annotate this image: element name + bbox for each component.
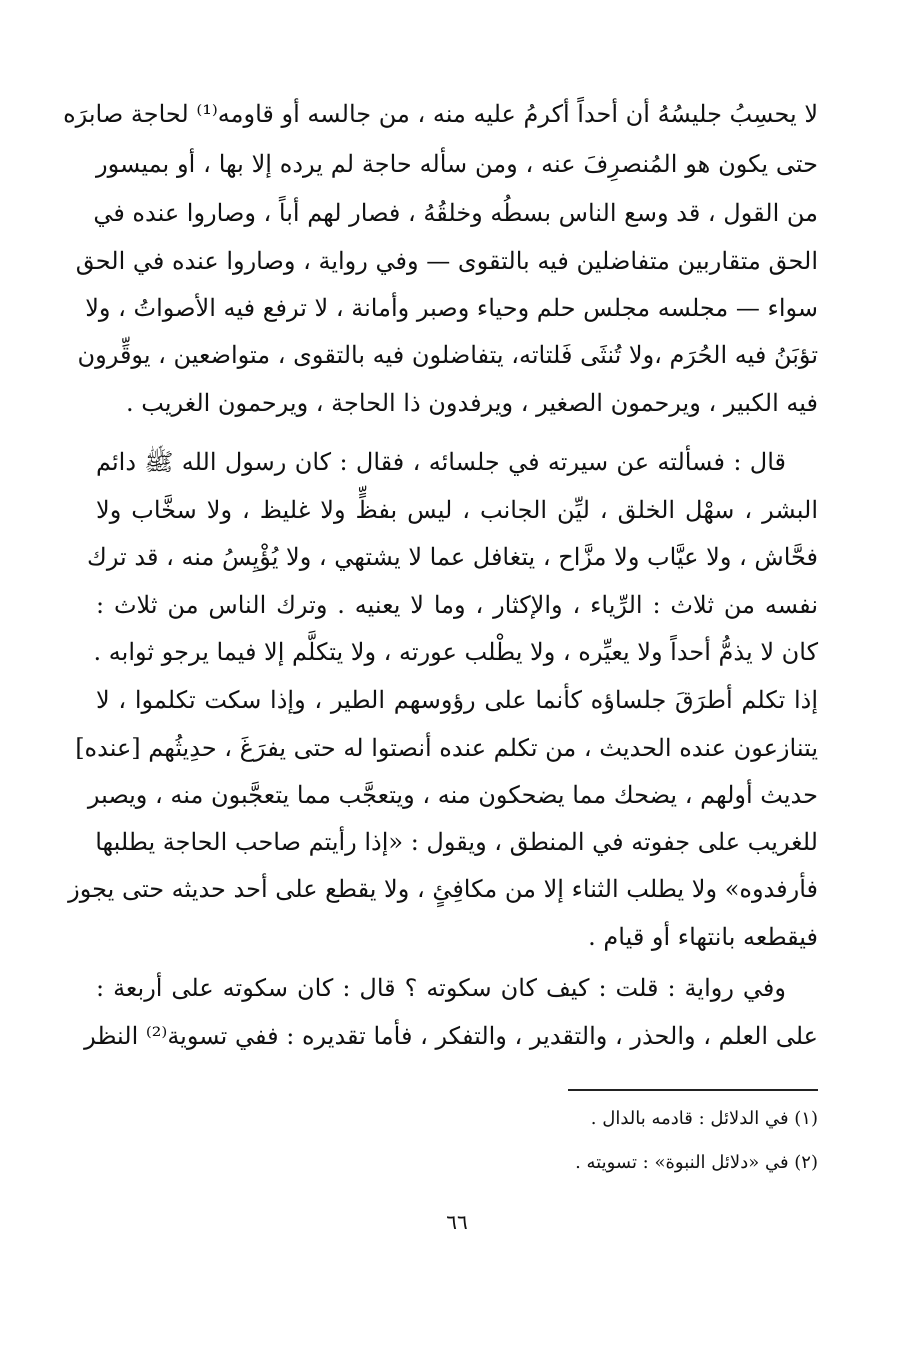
footnote: (٢) في «دلائل النبوة» : تسويته . xyxy=(575,1152,818,1173)
text-line: نفسه من ثلاث : الرِّياء ، والإكثار ، وما لا يعنيه . وترك الناس من ثلاث : xyxy=(96,591,818,619)
text-line: الحق متقاربين متفاضلين فيه بالتقوى — وفي رواية ، وصاروا عنده في الحق xyxy=(75,247,818,275)
text-line: فيه الكبير ، ويرحمون الصغير ، ويرفدون ذا الحاجة ، ويرحمون الغريب . xyxy=(126,389,818,417)
text-line: للغريب على جفوته في المنطق ، ويقول : «إذا رأيتم صاحب الحاجة يطلبها xyxy=(95,828,818,856)
text-line: فحَّاش ، ولا عيَّاب ولا مزَّاح ، يتغافل عما لا يشتهي ، ولا يُؤْيِسُ منه ، قد ترك xyxy=(87,543,818,571)
text-line: على العلم ، والحذر ، والتقدير ، والتفكر ، فأما تقديره : ففي تسوية⁽²⁾ النظر xyxy=(84,1022,818,1050)
text-line: كان لا يذمُّ أحداً ولا يعيِّره ، ولا يطْلب عورته ، ولا يتكلَّم إلا فيما يرجو ثوابه . xyxy=(93,638,818,666)
page-number: ٦٦ xyxy=(446,1210,468,1234)
text-line: فأرفدوه» ولا يطلب الثناء إلا من مكافِئٍ ، ولا يقطع على أحد حديثه حتى يجوز xyxy=(68,875,818,903)
text-line: فيقطعه بانتهاء أو قيام . xyxy=(588,923,818,951)
text-line: قال : فسألته عن سيرته في جلسائه ، فقال : كان رسول الله ﷺ دائم xyxy=(96,448,786,476)
footnote: (١) في الدلائل : قادمه بالدال . xyxy=(590,1108,818,1129)
text-line: البشر ، سهْل الخلق ، ليِّن الجانب ، ليس بفظٍّ ولا غليظ ، ولا سخَّاب ولا xyxy=(96,496,818,524)
text-line: حتى يكون هو المُنصرِفَ عنه ، ومن سأله حاجة لم يرده إلا بها ، أو بميسور xyxy=(96,150,818,178)
text-line: لا يحسِبُ جليسُهُ أن أحداً أكرمُ عليه منه ، من جالسه أو قاومه⁽¹⁾ لحاجة صابرَه xyxy=(63,100,818,128)
text-line: وفي رواية : قلت : كيف كان سكوته ؟ قال : كان سكوته على أربعة : xyxy=(96,974,786,1002)
footnote-divider xyxy=(568,1089,818,1091)
text-line: يتنازعون عنده الحديث ، من تكلم عنده أنصتوا له حتى يفرَغَ ، حدِيثُهم [عنده] xyxy=(75,734,818,762)
text-line: حديث أولهم ، يضحك مما يضحكون منه ، ويتعجَّب مما يتعجَّبون منه ، ويصبر xyxy=(87,781,818,809)
text-line: سواء — مجلسه مجلس حلم وحياء وصبر وأمانة ، لا ترفع فيه الأصواتُ ، ولا xyxy=(85,294,818,322)
text-line: إذا تكلم أطرَقَ جلساؤه كأنما على رؤوسهم الطير ، وإذا سكت تكلموا ، لا xyxy=(96,686,818,714)
text-line: تؤبَنُ فيه الحُرَم ،ولا تُنثَى فَلتاته، يتفاضلون فيه بالتقوى ، متواضعين ، يوقِّرون xyxy=(77,341,818,369)
text-line: من القول ، قد وسع الناس بسطُه وخلقُهُ ، فصار لهم أباً ، وصاروا عنده في xyxy=(93,199,818,227)
